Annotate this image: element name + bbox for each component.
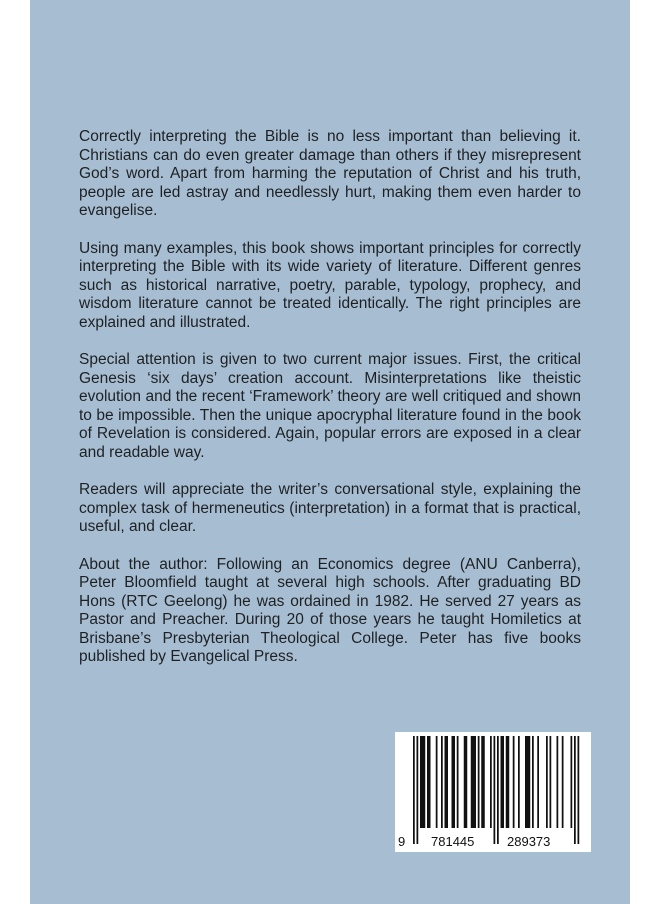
barcode-bar [427,736,431,828]
about-the-author: About the author: Following an Economics degree (ANU Canberra), Peter Bloomfield taught at several high schools. After graduating BD Hons (RTC Geelong) he was ordained in 1982. He served 27 years as Pastor and Preacher. During 20 of those years he taught Homiletics at Brisbane’s Presbyterian Theological College. Peter has five books published by Evangelical Press. [79,555,581,665]
barcode-bar [452,736,456,828]
blurb-paragraph-principles: Using many examples, this book shows important principles for correctly interpreting the Bible with its wide variety of literature. Different genres such as historical narrative, poetry, parable, typology, prophecy, and wisdom literature cannot be treated identically. The right principles are explained and illustrated. [79,239,581,331]
barcode-bar [490,736,492,828]
barcode-bar [518,736,520,828]
barcode-bar [562,736,564,828]
blurb-paragraph-style: Readers will appreciate the writer’s conversational style, explaining the complex task of hermeneutics (interpretation) in a format that is practical, useful, and clear. [79,481,581,535]
barcode-bar [506,736,510,828]
barcode-bar [546,736,548,828]
barcode-bar [525,736,530,828]
barcode-bar [441,736,443,828]
barcode-bar [557,736,559,828]
barcode-bar [481,736,485,828]
barcode-guard-bar [578,736,580,844]
isbn-digits [395,834,591,850]
barcode-bar [420,736,425,828]
isbn-barcode [395,732,591,852]
barcode-bar [436,736,438,828]
blurb-paragraph-intro: Correctly interpreting the Bible is no less important than believing it. Christians can do even greater damage than others if they misrepresent God’s word. Apart from harming the reputation of Christ and his truth, people are led astray and needlessly hurt, making them even harder to evangelise. [79,128,581,219]
barcode-guard-bar [494,736,496,844]
barcode-guard-bar [497,736,499,844]
barcode-bar [550,736,552,828]
barcode-bar [478,736,480,828]
back-cover [30,0,630,904]
barcode-bar [464,736,468,828]
barcode-bar [532,736,534,828]
barcode-bar [537,736,539,828]
barcode-guard-bar [413,736,415,844]
barcode-guard-bar [574,736,576,844]
barcode-bar [571,736,573,828]
barcode-guard-bar [417,736,419,844]
isbn-digits-right: 289373 [507,834,551,849]
barcode-bar [513,736,515,828]
isbn-digits-left: 781445 [431,834,475,849]
barcode-bar [501,736,505,828]
blurb-paragraph-issues: Special attention is given to two current major issues. First, the critical Genesis ‘six days’ creation account. Misinterpretations like theistic evolution and the recent ‘Framework’ theory are well critiqued and shown to be impossible. Then the unique apocryphal literature found in the book of Revelation is considered. Again, popular errors are exposed in a clear and readable way. [79,351,581,461]
barcode-bar [445,736,449,828]
barcode-bar [457,736,459,828]
barcode-bar [471,736,476,828]
isbn-digit-lead: 9 [398,834,406,849]
blurb-text [79,128,581,686]
